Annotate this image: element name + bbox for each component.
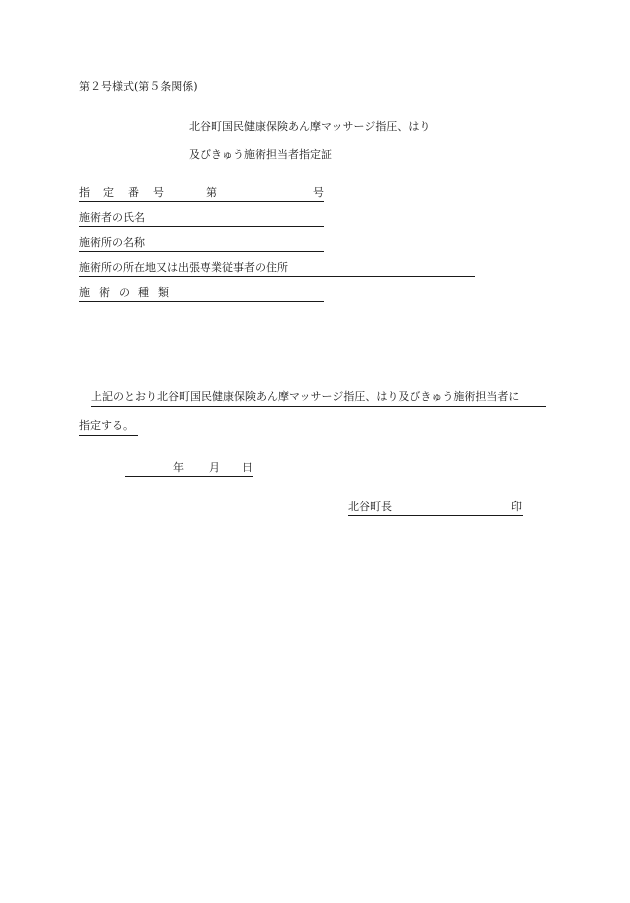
treatment-char-1: 施 [79, 286, 90, 299]
designation-number-underline [79, 201, 324, 202]
practitioner-name-label: 施術者の氏名 [79, 211, 145, 224]
treatment-char-2: 術 [99, 286, 110, 299]
office-address-underline [79, 276, 475, 277]
office-name-underline [79, 251, 324, 252]
date-year: 年 [173, 461, 184, 474]
designation-char-1: 指 [79, 186, 90, 199]
designation-char-4: 号 [153, 186, 164, 199]
form-number: 第２号様式(第５条関係) [79, 80, 198, 93]
designation-suffix: 号 [313, 186, 324, 199]
issuer-underline [348, 515, 523, 516]
statement-line-2-underline [79, 435, 138, 436]
designation-char-2: 定 [103, 186, 114, 199]
statement-line-2: 指定する。 [79, 419, 134, 432]
practitioner-name-underline [79, 226, 324, 227]
office-address-label: 施術所の所在地又は出張専業従事者の住所 [79, 261, 288, 274]
statement-line-1: 上記のとおり北谷町国民健康保険あん摩マッサージ指圧、はり及びきゅう施術担当者に [91, 390, 520, 403]
issuer-title: 北谷町長 [348, 500, 392, 513]
treatment-char-3: の [119, 286, 130, 299]
designation-prefix: 第 [206, 186, 217, 199]
issuer-seal: 印 [511, 500, 522, 513]
treatment-type-underline [79, 301, 324, 302]
title-line-2: 及びきゅう施術担当者指定証 [189, 148, 332, 161]
date-day: 日 [242, 461, 253, 474]
designation-char-3: 番 [128, 186, 139, 199]
statement-line-1-underline [91, 406, 546, 407]
treatment-char-5: 類 [158, 286, 169, 299]
title-line-1: 北谷町国民健康保険あん摩マッサージ指圧、はり [189, 120, 431, 133]
office-name-label: 施術所の名称 [79, 236, 145, 249]
treatment-char-4: 種 [138, 286, 149, 299]
date-underline [125, 476, 253, 477]
date-month: 月 [209, 461, 220, 474]
